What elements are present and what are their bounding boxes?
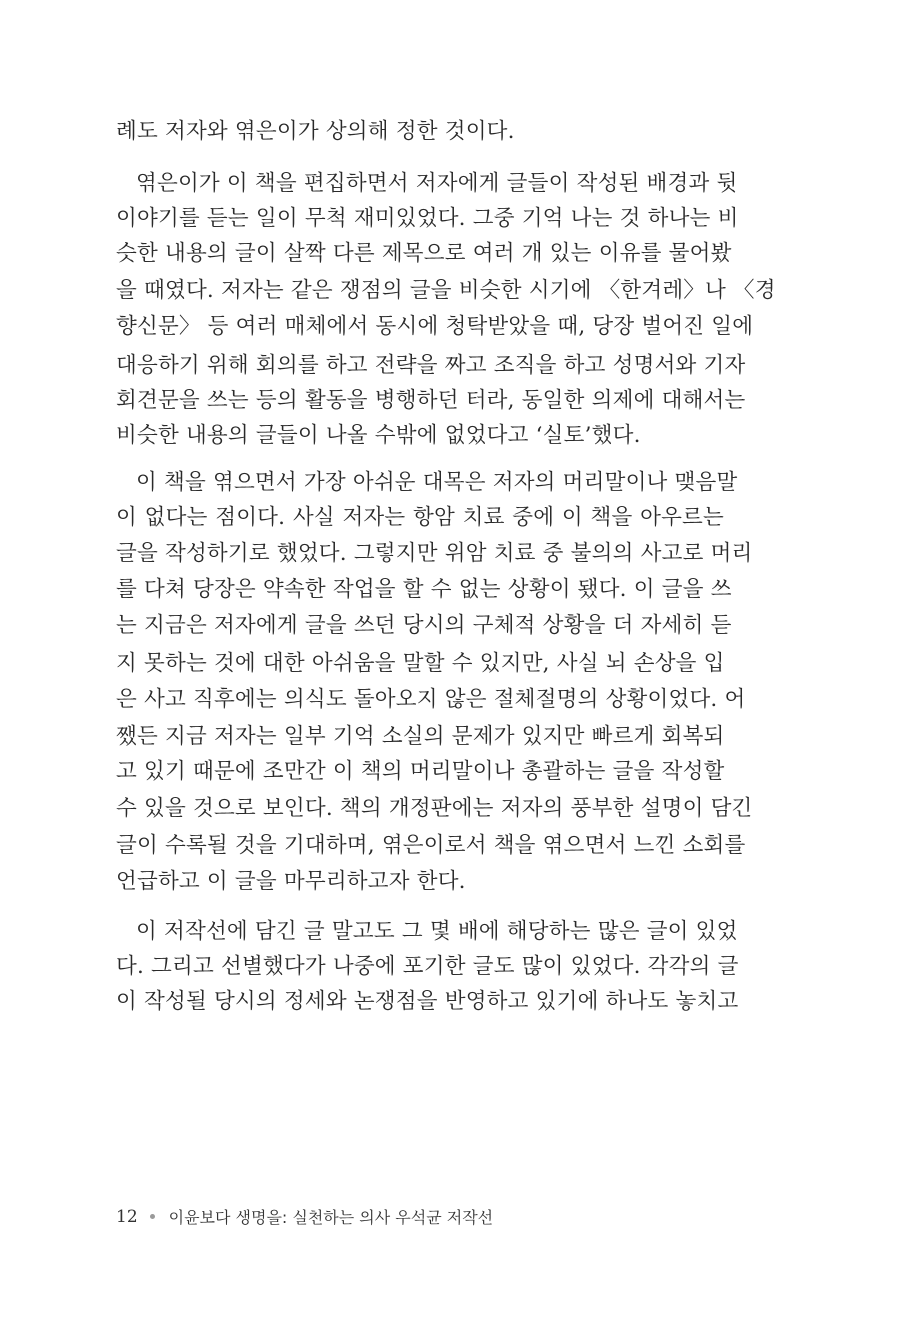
- text-line: 쨌든 지금 저자는 일부 기억 소실의 문제가 있지만 빠르게 회복되: [116, 724, 725, 749]
- text-line: 글을 작성하기로 했었다. 그렇지만 위암 치료 중 불의의 사고로 머리: [116, 541, 753, 566]
- text-line: 수 있을 것으로 보인다. 책의 개정판에는 저자의 풍부한 설명이 담긴: [116, 796, 753, 821]
- text-line: 엮은이가 이 책을 편집하면서 저자에게 글들이 작성된 배경과 뒷: [136, 171, 738, 196]
- text-line: 을 때였다. 저자는 같은 쟁점의 글을 비슷한 시기에 〈한겨레〉나 〈경: [116, 278, 776, 303]
- page-footer: [116, 1205, 493, 1228]
- text-line: 이 작성될 당시의 정세와 논쟁점을 반영하고 있기에 하나도 놓치고: [116, 989, 739, 1014]
- text-line: 슷한 내용의 글이 살짝 다른 제목으로 여러 개 있는 이유를 물어봤: [116, 241, 732, 266]
- text-line: 대응하기 위해 회의를 하고 전략을 짜고 조직을 하고 성명서와 기자: [116, 353, 746, 378]
- page-number: 12: [116, 1206, 138, 1227]
- text-line: 이 저작선에 담긴 글 말고도 그 몇 배에 해당하는 많은 글이 있었: [136, 919, 738, 944]
- text-line: 언급하고 이 글을 마무리하고자 한다.: [116, 869, 466, 894]
- text-line: 회견문을 쓰는 등의 활동을 병행하던 터라, 동일한 의제에 대해서는: [116, 388, 746, 413]
- separator-dot-icon: [150, 1214, 155, 1219]
- book-title: 이윤보다 생명을: 실천하는 의사 우석균 저작선: [168, 1208, 494, 1227]
- text-line: 이야기를 듣는 일이 무척 재미있었다. 그중 기억 나는 것 하나는 비: [116, 206, 739, 231]
- text-line: 는 지금은 저자에게 글을 쓰던 당시의 구체적 상황을 더 자세히 듣: [116, 613, 732, 638]
- text-line: 를 다쳐 당장은 약속한 작업을 할 수 없는 상황이 됐다. 이 글을 쓰: [116, 577, 732, 602]
- text-line: 향신문〉 등 여러 매체에서 동시에 청탁받았을 때, 당장 벌어진 일에: [116, 314, 754, 339]
- text-line: 비슷한 내용의 글들이 나올 수밖에 없었다고 ‘실토’했다.: [116, 423, 641, 448]
- text-line: 이 책을 엮으면서 가장 아쉬운 대목은 저자의 머리말이나 맺음말: [136, 470, 738, 495]
- text-line: 고 있기 때문에 조만간 이 책의 머리말이나 총괄하는 글을 작성할: [116, 759, 725, 784]
- text-line: 지 못하는 것에 대한 아쉬움을 말할 수 있지만, 사실 뇌 손상을 입: [116, 651, 725, 676]
- text-line: 례도 저자와 엮은이가 상의해 정한 것이다.: [116, 119, 515, 144]
- text-line: 다. 그리고 선별했다가 나중에 포기한 글도 많이 있었다. 각각의 글: [116, 954, 739, 979]
- text-line: 은 사고 직후에는 의식도 돌아오지 않은 절체절명의 상황이었다. 어: [116, 687, 746, 712]
- text-line: 글이 수록될 것을 기대하며, 엮은이로서 책을 엮으면서 느낀 소회를: [116, 833, 746, 858]
- text-line: 이 없다는 점이다. 사실 저자는 항암 치료 중에 이 책을 아우르는: [116, 505, 724, 530]
